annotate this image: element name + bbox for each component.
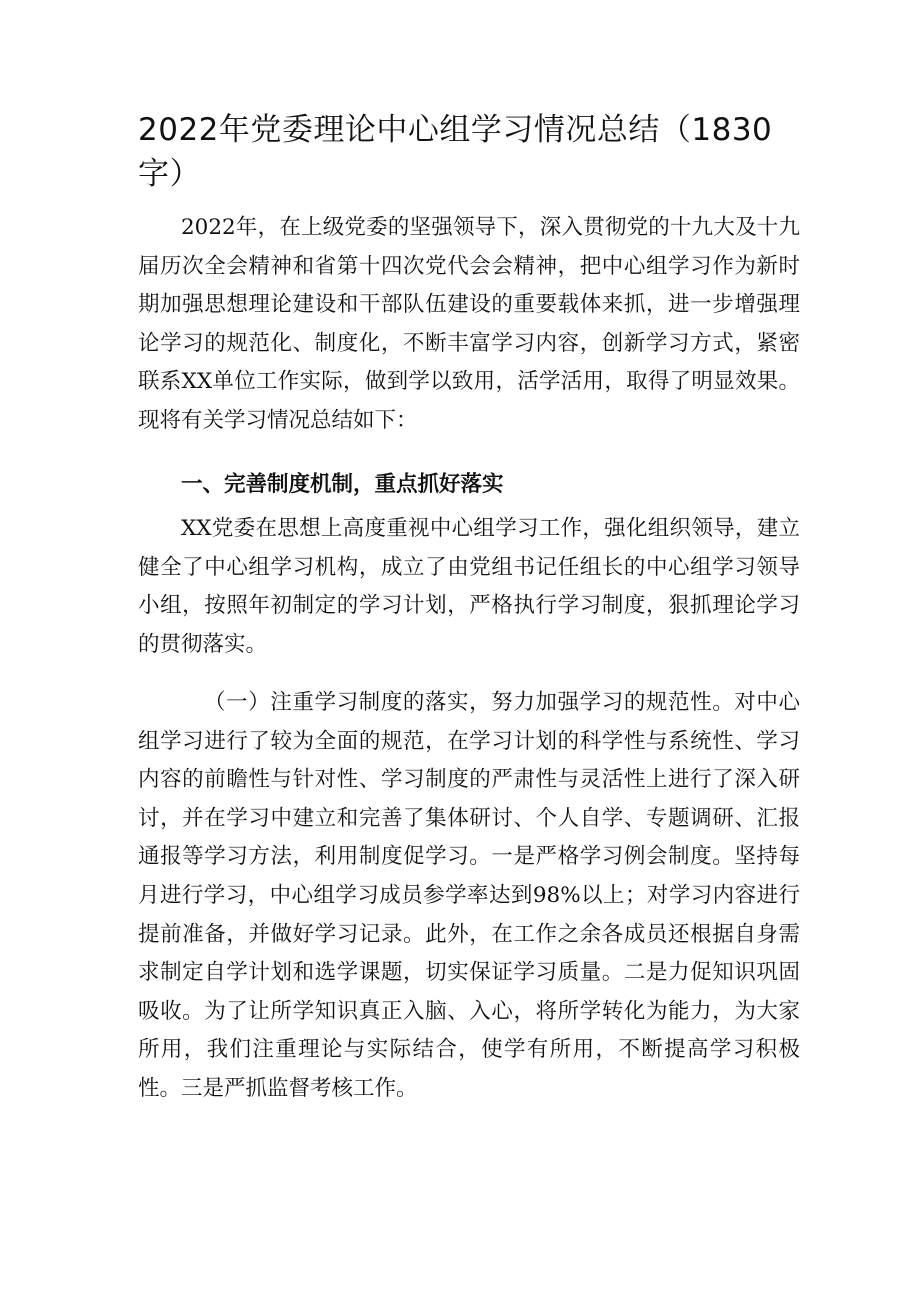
intro-paragraph: 2022年，在上级党委的坚强领导下，深入贯彻党的十九大及十九届历次全会精神和省第十四次党代会会精神，把中心组学习作为新时期加强思想理论建设和干部队伍建设的重要载体来抓，进一步增强理论学习的规范化、制度化，不断丰富学习内容，创新学习方式，紧密联系XX单位工作实际，做到学以致用，活学活用，取得了明显效果。现将有关学习情况总结如下： (138, 215, 800, 433)
document-title: 2022年党委理论中心组学习情况总结（1830字） (138, 112, 773, 192)
section-heading-1: 一、完善制度机制，重点抓好落实 (181, 472, 504, 497)
subsection-1-paragraph: （一）注重学习制度的落实，努力加强学习的规范性。对中心组学习进行了较为全面的规范，在学习计划的科学性与系统性、学习内容的前瞻性与针对性、学习制度的严肃性与灵活性上进行了深入研讨，并在学习中建立和完善了集体研讨、个人自学、专题调研、汇报通报等学习方法，利用制度促学习。一是严格学习例会制度。坚持每月进行学习，中心组学习成员参学率达到98%以上；对学习内容进行提前准备，并做好学习记录。此外，在工作之余各成员还根据自身需求制定自学计划和选学课题，切实保证学习质量。二是力促知识巩固吸收。为了让所学知识真正入脑、入心，将所学转化为能力，为大家所用，我们注重理论与实际结合，使学有所用，不断提高学习积极性。三是严抓监督考核工作。 (138, 690, 800, 1101)
section-1-paragraph: XX党委在思想上高度重视中心组学习工作，强化组织领导，建立健全了中心组学习机构，成立了由党组书记任组长的中心组学习领导小组，按照年初制定的学习计划，严格执行学习制度，狠抓理论学习的贯彻落实。 (138, 516, 800, 657)
